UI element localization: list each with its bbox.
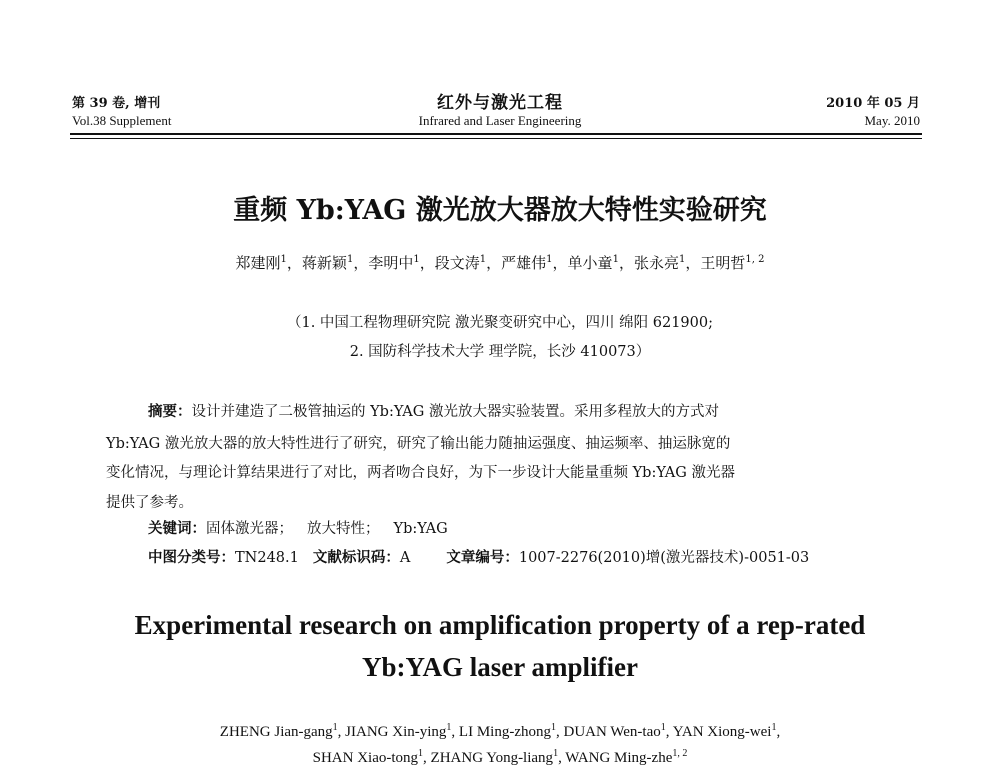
author-name-cn: 郑建刚: [235, 254, 281, 272]
author-name-en: LI Ming-zhong: [458, 724, 551, 740]
author-name-en: YAN Xiong-wei: [672, 724, 772, 740]
affiliation-marker: 1: [551, 722, 556, 733]
keyword-item: 放大特性；: [307, 521, 380, 537]
author-name-en: WANG Ming-zhe: [565, 750, 673, 766]
abstract-line-3: 变化情况，与理论计算结果进行了对比，两者吻合良好，为下一步设计大能量重频 Yb:YAG 激光器: [106, 465, 735, 481]
affiliation-marker: 1, 2: [745, 254, 765, 265]
author-list-en-line-2: SHAN Xiao-tong$^1$, ZHANG Yong-liang$^1$, WANG Ming-zhe$^{1, 2}$: [312, 748, 688, 766]
journal-volume-en: Vol.38 Supplement: [72, 113, 172, 128]
affiliation-marker: 1: [346, 254, 354, 265]
keywords-label: 关键词：: [148, 521, 206, 537]
affiliation-marker: 1: [332, 722, 338, 733]
clc-label: 中图分类号：: [148, 550, 235, 566]
author-name-cn: 严雄伟: [501, 254, 547, 272]
doc-code-label: 文献标识码：: [312, 550, 400, 566]
abstract-text-1: 设计并建造了二极管抽运的 Yb:YAG 激光放大器实验装置。采用多程放大的方式对: [191, 404, 719, 420]
affiliation-marker: 1: [553, 748, 559, 759]
affiliation-marker: 1: [418, 748, 424, 759]
author-list-en-line-1: ZHENG Jian-gang$^1$, JIANG Xin-ying$^1$, LI Ming-zhong$^1$, DUAN Wen-tao$^1$, YAN Xiong-wei$^1$,: [219, 722, 781, 740]
header-rule-thick: [70, 133, 922, 135]
author-name-en: ZHANG Yong-liang: [430, 750, 554, 766]
affiliation-marker: 1: [479, 254, 487, 265]
affiliation-marker: 1: [446, 722, 452, 733]
author-name-cn: 单小童: [567, 254, 613, 272]
abstract-line-4: 提供了参考。: [106, 495, 193, 511]
paper-title-en-line-2: Yb:YAG laser amplifier: [362, 652, 638, 682]
affiliation-marker: 1: [612, 254, 619, 265]
abstract-line-2: Yb:YAG 激光放大器的放大特性进行了研究，研究了输出能力随抽运强度、抽运频率、抽运脉宽的: [106, 436, 731, 452]
author-name-cn: 李明中: [368, 254, 414, 272]
header-rule-thin: [70, 138, 922, 139]
classification-line: [148, 546, 809, 567]
author-name-en: JIANG Xin-ying: [345, 724, 447, 740]
keyword-item: 固体激光器；: [206, 521, 293, 537]
author-name-en: ZHENG Jian-gang: [219, 724, 333, 740]
article-number-label: 文章编号：: [446, 550, 519, 566]
doc-code-value: A: [399, 550, 411, 566]
affiliation-marker: 1: [280, 254, 287, 265]
abstract-label: 摘要：: [148, 404, 192, 420]
clc-value: TN248.1: [235, 550, 299, 566]
issue-date-en: May. 2010: [864, 113, 920, 128]
author-name-cn: 张永亮: [633, 254, 679, 272]
author-name-en: SHAN Xiao-tong: [312, 750, 419, 766]
abstract-line-1: [148, 400, 719, 421]
author-name-cn: 段文涛: [434, 254, 480, 272]
keyword-item: Yb:YAG: [393, 521, 448, 537]
author-list-cn: 郑建刚$^1$，蒋新颖$^1$，李明中$^1$，段文涛$^1$，严雄伟$^1$，单小童$^1$，张永亮$^1$，王明哲$^{1, 2}$: [235, 254, 765, 272]
keywords-line: [148, 517, 448, 538]
author-name-cn: 王明哲: [700, 254, 746, 272]
affiliation-marker: 1: [413, 254, 420, 265]
author-name-en: DUAN Wen-tao: [563, 724, 661, 740]
journal-name-cn: 红外与激光工程: [437, 93, 563, 113]
issue-date-cn: 2010 年 05 月: [826, 96, 920, 111]
affiliation-marker: 1: [660, 722, 666, 733]
paper-title-cn: 重频 Yb:YAG 激光放大器放大特性实验研究: [233, 195, 767, 226]
affiliation-marker: 1: [771, 722, 777, 733]
affiliation-marker: 1: [678, 254, 686, 265]
affiliation-marker: 1, 2: [672, 748, 688, 759]
affiliation-line-2: 2. 国防科学技术大学 理学院，长沙 410073）: [349, 344, 651, 360]
affiliation-line-1: （1. 中国工程物理研究院 激光聚变研究中心，四川 绵阳 621900;: [286, 315, 713, 331]
paper-title-en-line-1: Experimental research on amplification property of a rep-rated: [134, 610, 866, 640]
journal-name-en: Infrared and Laser Engineering: [418, 113, 582, 128]
affiliation-marker: 1: [546, 254, 553, 265]
author-name-cn: 蒋新颖: [301, 254, 347, 272]
article-number-value: 1007-2276(2010)增(激光器技术)-0051-03: [518, 550, 810, 566]
journal-volume-cn: 第 39 卷, 增刊: [72, 96, 161, 111]
